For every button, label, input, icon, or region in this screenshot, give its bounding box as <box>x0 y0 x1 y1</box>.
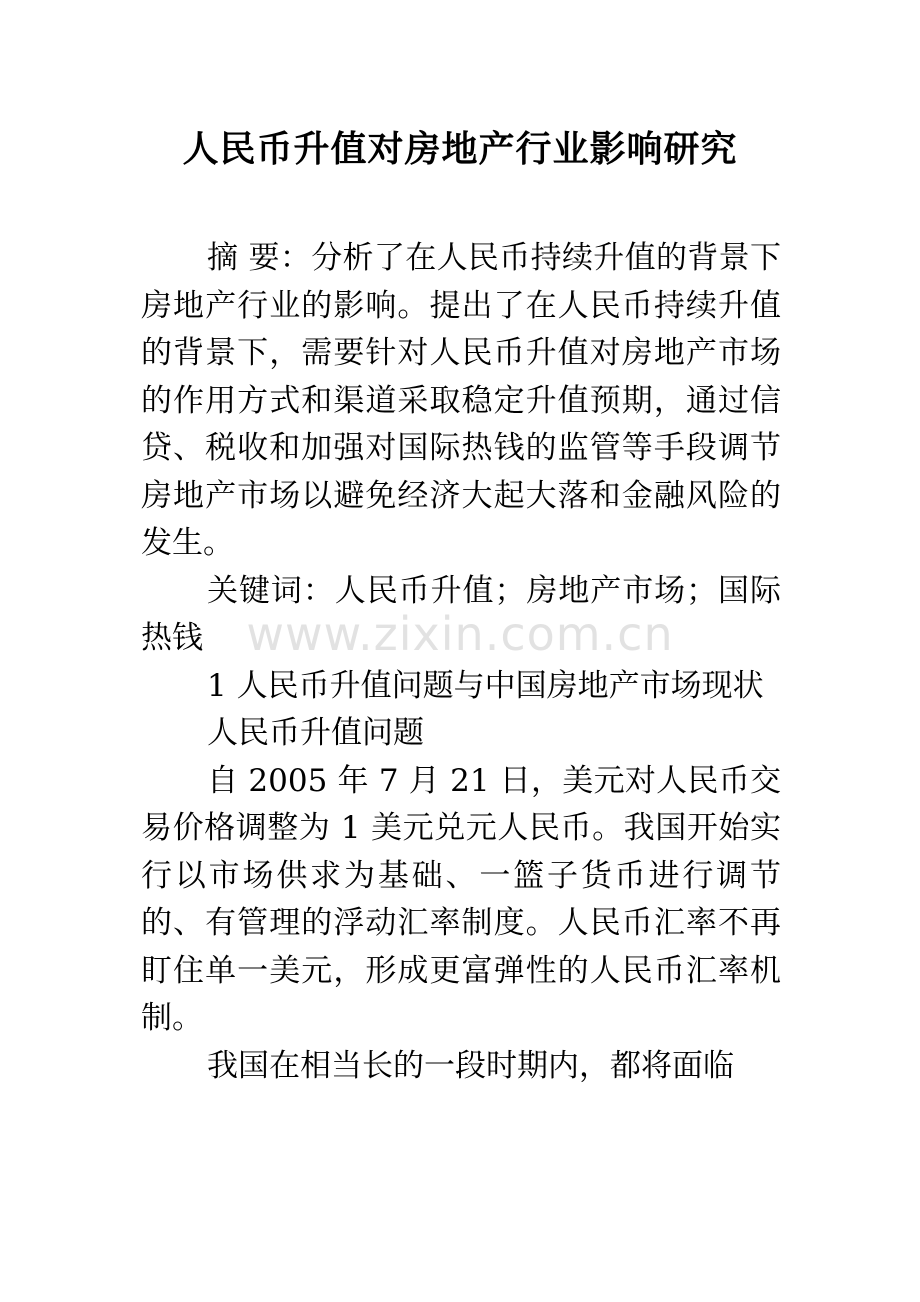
document-title: 人民币升值对房地产行业影响研究 <box>182 129 738 170</box>
keywords-paragraph: 关键词：人民币升值；房地产市场；国际热钱 <box>141 572 781 656</box>
body-paragraph: 我国在相当长的一段时期内，都将面临 <box>207 1047 734 1084</box>
document-body <box>141 235 781 1090</box>
body-paragraph: 自 2005 年 7 月 21 日，美元对人民币交易价格调整为 1 美元兑元人民币。我国开始实行以市场供求为基础、一篮子货币进行调节的、有管理的浮动汇率制度。人民币汇率不再盯住单一美元，形成更富弹性的人民币汇率机制。 <box>141 762 781 1036</box>
subsection-heading: 人民币升值问题 <box>207 715 424 751</box>
watermark-text: www.zixin.com.cn <box>246 607 674 661</box>
section-heading: 1 人民币升值问题与中国房地产市场现状 <box>207 667 764 704</box>
abstract-paragraph: 摘 要：分析了在人民币持续升值的背景下房地产行业的影响。提出了在人民币持续升值的背景下，需要针对人民币升值对房地产市场的作用方式和渠道采取稳定升值预期，通过信贷、税收和加强对国际热钱的监管等手段调节房地产市场以避免经济大起大落和金融风险的发生。 <box>141 240 781 561</box>
